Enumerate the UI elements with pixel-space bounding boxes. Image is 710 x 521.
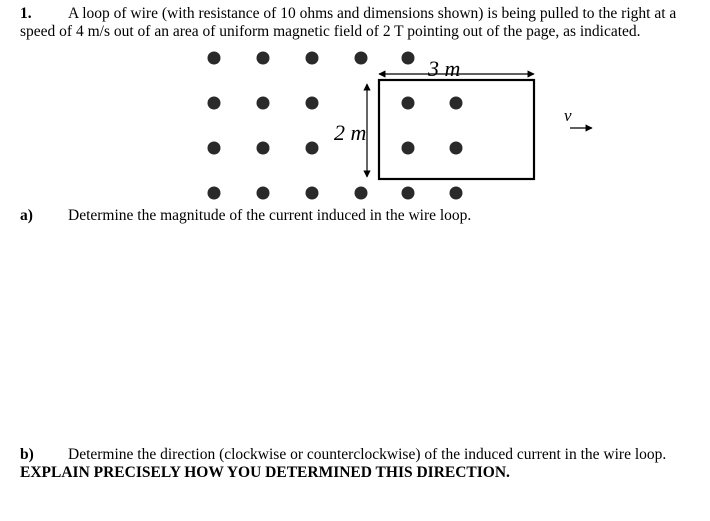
- field-dot: [355, 187, 368, 200]
- height-label: 2 m: [334, 120, 367, 145]
- part-a: [20, 207, 471, 225]
- field-dot: [355, 52, 368, 65]
- field-dot: [208, 187, 221, 200]
- field-dot: [450, 142, 463, 155]
- field-dot: [402, 142, 415, 155]
- field-dot: [257, 52, 270, 65]
- field-dot: [306, 52, 319, 65]
- field-dot: [208, 142, 221, 155]
- field-dot: [402, 97, 415, 110]
- part-b-emphasis: EXPLAIN PRECISELY HOW YOU DETERMINED THIS DIRECTION.: [20, 464, 510, 481]
- problem-number: 1.: [20, 5, 32, 22]
- field-dot: [450, 187, 463, 200]
- width-label: 3 m: [428, 56, 461, 81]
- field-dot: [450, 97, 463, 110]
- field-dot: [257, 142, 270, 155]
- field-dot: [306, 97, 319, 110]
- field-dot: [208, 52, 221, 65]
- part-b: [20, 446, 666, 464]
- wire-loop: [379, 80, 534, 179]
- field-dot: [402, 187, 415, 200]
- part-a-label: a): [20, 207, 33, 224]
- problem-line-2: speed of 4 m/s out of an area of uniform magnetic field of 2 T pointing out of the page, as indicated.: [20, 23, 641, 40]
- field-dot: [208, 97, 221, 110]
- field-dot: [257, 187, 270, 200]
- part-b-label: b): [20, 446, 34, 463]
- field-dot: [257, 97, 270, 110]
- part-b-text: Determine the direction (clockwise or counterclockwise) of the induced current in the wire loop.: [68, 446, 667, 463]
- part-a-text: Determine the magnitude of the current induced in the wire loop.: [68, 207, 472, 224]
- field-dot: [306, 187, 319, 200]
- velocity-label: v⃗: [564, 106, 585, 125]
- field-dot: [402, 52, 415, 65]
- field-dot: [306, 142, 319, 155]
- problem-text-1: A loop of wire (with resistance of 10 ohms and dimensions shown) is being pulled to the right at a: [68, 5, 677, 22]
